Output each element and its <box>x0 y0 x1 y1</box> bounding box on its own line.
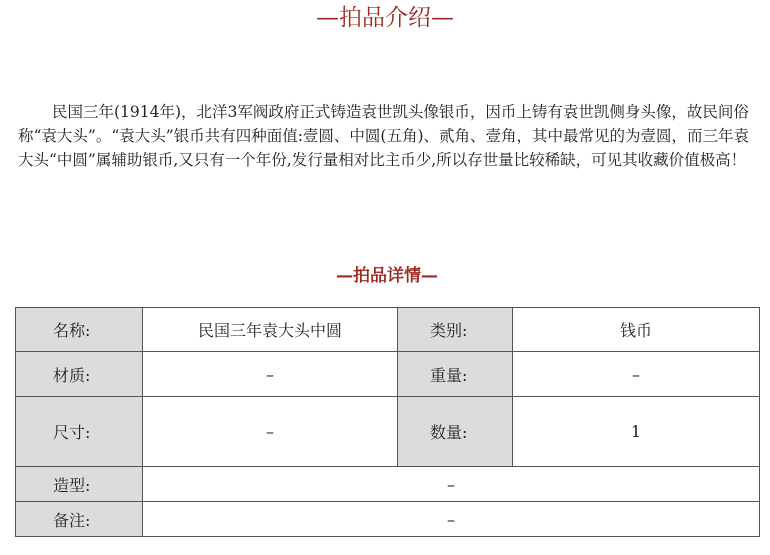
size-label: 尺寸: <box>16 397 143 467</box>
intro-section-title: —拍品介绍— <box>316 5 454 31</box>
shape-label: 造型: <box>16 467 143 502</box>
remark-label: 备注: <box>16 502 143 537</box>
remark-value: – <box>143 502 760 537</box>
table-row <box>16 352 760 397</box>
quantity-label: 数量: <box>398 397 513 467</box>
material-value: – <box>143 352 398 397</box>
weight-value: – <box>513 352 760 397</box>
category-value: 钱币 <box>513 308 760 352</box>
table-row <box>16 308 760 352</box>
category-label: 类别: <box>398 308 513 352</box>
table-row <box>16 502 760 537</box>
quantity-value: 1 <box>513 397 760 467</box>
shape-value: – <box>143 467 760 502</box>
table-row <box>16 397 760 467</box>
details-table <box>15 307 760 537</box>
table-row <box>16 467 760 502</box>
name-value: 民国三年袁大头中圆 <box>143 308 398 352</box>
size-value: – <box>143 397 398 467</box>
name-label: 名称: <box>16 308 143 352</box>
material-label: 材质: <box>16 352 143 397</box>
weight-label: 重量: <box>398 352 513 397</box>
intro-paragraph: 民国三年(1914年)，北洋3军阀政府正式铸造袁世凯头像银币，因币上铸有袁世凯侧身头像，故民间俗称“袁大头”。“袁大头”银币共有四种面值:壹圆、中圆(五角)、贰角、壹角，其中最常见的为壹圆，而三年袁大头“中圆”属辅助银币,又只有一个年份,发行量相对比主币少,所以存世量比较稀缺，可见其收藏价值极高！ <box>18 103 750 169</box>
details-section-title: —拍品详情— <box>336 266 438 286</box>
